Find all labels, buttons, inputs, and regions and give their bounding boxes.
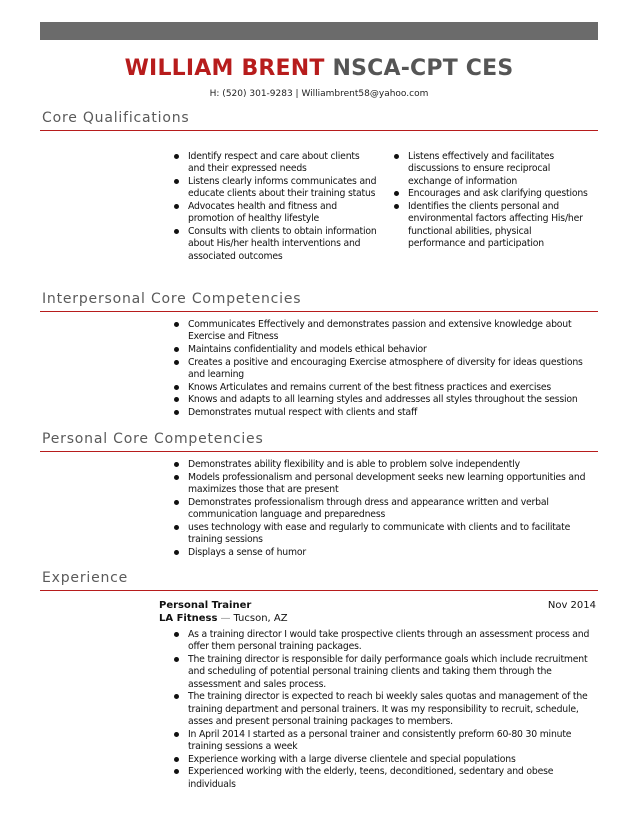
section-title-interpersonal: Interpersonal Core Competencies	[42, 291, 302, 307]
list-item: Consults with clients to obtain information about His/her health interventions and associated outcomes	[172, 226, 378, 263]
list-item: As a training director I would take prospective clients through an assessment process and offer them personal training packages.	[172, 629, 592, 654]
core-qualifications-right-list	[392, 151, 588, 251]
contact-info: H: (520) 301-9283 | Williambrent58@yahoo.com	[209, 89, 429, 99]
job-location: Tucson, AZ	[233, 613, 288, 624]
personal-list	[172, 459, 600, 559]
list-item: Creates a positive and encouraging Exercise atmosphere of diversity for ideas questions and learning	[172, 357, 600, 382]
section-title-experience: Experience	[42, 570, 129, 586]
list-item: Demonstrates ability flexibility and is able to problem solve independently	[172, 459, 600, 471]
list-item: Listens effectively and facilitates discussions to ensure reciprocal exchange of information	[392, 151, 588, 188]
list-item: Identify respect and care about clients and their expressed needs	[172, 151, 378, 176]
list-item: Demonstrates professionalism through dress and appearance written and verbal communication language and preparedness	[172, 497, 600, 522]
experience-list	[172, 629, 592, 791]
core-qualifications-left-list	[172, 151, 378, 263]
section-title-core-qualifications: Core Qualifications	[42, 110, 190, 126]
list-item: Knows Articulates and remains current of the best fitness practices and exercises	[172, 382, 600, 394]
list-item: Listens clearly informs communicates and educate clients about their training status	[172, 176, 378, 201]
candidate-name	[0, 56, 638, 81]
list-item: Maintains confidentiality and models ethical behavior	[172, 344, 600, 356]
company-name: LA Fitness	[159, 613, 218, 624]
list-item: Advocates health and fitness and promotion of healthy lifestyle	[172, 201, 378, 226]
list-item: Communicates Effectively and demonstrates passion and extensive knowledge about Exercise and Fitness	[172, 319, 600, 344]
list-item: In April 2014 I started as a personal trainer and consistently preform 60-80 30 minute training sessions a week	[172, 729, 592, 754]
list-item: Experienced working with the elderly, teens, deconditioned, sedentary and obese individuals	[172, 766, 592, 791]
separator-dash: —	[220, 613, 231, 624]
list-item: The training director is responsible for daily performance goals which include recruitment and scheduling of potential personal training clients and taking them through the assessment and sales process.	[172, 654, 592, 691]
list-item: Identifies the clients personal and environmental factors affecting His/her functional abilities, physical performance and participation	[392, 201, 588, 250]
header-bar	[40, 22, 598, 40]
section-divider	[40, 451, 598, 452]
section-divider	[40, 130, 598, 131]
list-item: Demonstrates mutual respect with clients and staff	[172, 407, 600, 419]
list-item: Knows and adapts to all learning styles and addresses all styles throughout the session	[172, 394, 600, 406]
interpersonal-list	[172, 319, 600, 420]
list-item: uses technology with ease and regularly to communicate with clients and to facilitate training sessions	[172, 522, 600, 547]
name-text: WILLIAM BRENT	[124, 56, 325, 81]
list-item: Experience working with a large diverse clientele and special populations	[172, 754, 592, 766]
section-title-personal: Personal Core Competencies	[42, 431, 264, 447]
job-date: Nov 2014	[547, 600, 596, 611]
job-employer	[159, 613, 288, 624]
list-item: Encourages and ask clarifying questions	[392, 188, 588, 200]
section-divider	[40, 311, 598, 312]
list-item: The training director is expected to reach bi weekly sales quotas and management of the training department and personal trainers. It was my responsibility to recruit, schedule, asses and present personal training packages to members.	[172, 691, 592, 728]
section-divider	[40, 590, 598, 591]
credentials-text: NSCA-CPT CES	[332, 56, 514, 81]
list-item: Displays a sense of humor	[172, 547, 600, 559]
list-item: Models professionalism and personal development seeks new learning opportunities and maximizes those that are present	[172, 472, 600, 497]
job-title: Personal Trainer	[159, 600, 252, 611]
